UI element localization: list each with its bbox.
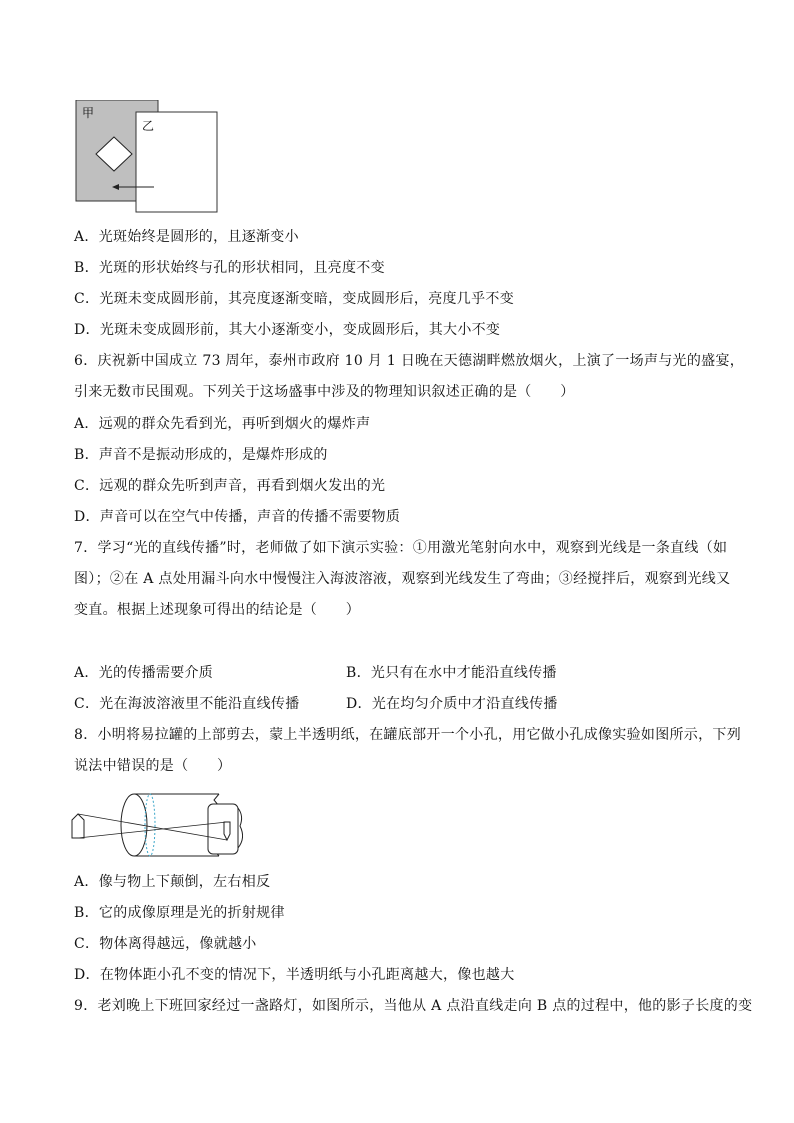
q6-stem-line-1: 6．庆祝新中国成立 73 周年，泰州市政府 10 月 1 日晚在天德湖畔燃放烟火，上演了一场声与光的盛宴， xyxy=(74,353,745,369)
q8-option-c: C．物体离得越远，像就越小 xyxy=(74,936,257,952)
ray-bottom xyxy=(78,822,227,838)
q7-stem-line-3: 变直。根据上述现象可得出的结论是（ ） xyxy=(74,602,360,618)
q7-option-a: A．光的传播需要介质 xyxy=(74,665,214,681)
q8-stem-line-2: 说法中错误的是（ ） xyxy=(74,758,232,774)
q5-option-d: D．光斑未变成圆形前，其大小逐渐变小，变成圆形后，其大小不变 xyxy=(74,322,501,338)
pinhole-can-drawing xyxy=(64,786,250,862)
q7-option-c: C．光在海波溶液里不能沿直线传播 xyxy=(74,696,300,712)
q8-stem-line-1: 8．小明将易拉罐的上部剪去，蒙上半透明纸，在罐底部开一个小孔，用它做小孔成像实验如图所示，下列 xyxy=(74,727,742,743)
q6-option-c: C．远观的群众先听到声音，再看到烟火发出的光 xyxy=(74,478,386,494)
q5-option-b: B．光斑的形状始终与孔的形状相同，且亮度不变 xyxy=(74,260,385,276)
label-jia: 甲 xyxy=(82,106,95,120)
label-yi: 乙 xyxy=(142,119,155,133)
q8-option-b: B．它的成像原理是光的折射规律 xyxy=(74,905,285,921)
q5-option-c: C．光斑未变成圆形前，其亮度逐渐变暗，变成圆形后，亮度几乎不变 xyxy=(74,291,515,307)
q7-stem-line-1: 7．学习“光的直线传播”时，老师做了如下演示实验：①用激光笔射向水中，观察到光线是一条直线（如 xyxy=(74,540,728,556)
q8-option-d: D．在物体距小孔不变的情况下，半透明纸与小孔距离越大，像也越大 xyxy=(74,967,515,983)
q7-option-b: B．光只有在水中才能沿直线传播 xyxy=(346,665,557,681)
q7-stem-line-2: 图）；②在 A 点处用漏斗向水中慢慢注入海波溶液，观察到光线发生了弯曲；③经搅拌后，观察到光线又 xyxy=(74,571,731,587)
q7-option-d: D．光在均匀介质中才沿直线传播 xyxy=(346,696,558,712)
q6-stem-line-2: 引来无数市民围观。下列关于这场盛事中涉及的物理知识叙述正确的是（ ） xyxy=(74,384,575,400)
q6-option-a: A．远观的群众先看到光，再听到烟火的爆炸声 xyxy=(74,416,371,432)
q5-option-a: A．光斑始终是圆形的，且逐渐变小 xyxy=(74,229,299,245)
candle-icon xyxy=(72,814,84,838)
screen-curl xyxy=(238,808,243,848)
q9-stem-line-1: 9．老刘晚上下班回家经过一盏路灯，如图所示，当他从 A 点沿直线走向 B 点的过程中，他的影子长度的变 xyxy=(74,998,753,1014)
figure-jia-yi xyxy=(74,100,220,216)
q8-option-a: A．像与物上下颠倒，左右相反 xyxy=(74,874,271,890)
translucent-screen xyxy=(208,804,238,854)
figure-jia-yi-drawing xyxy=(74,100,220,216)
figure-pinhole-can xyxy=(64,786,250,862)
q6-option-d: D．声音可以在空气中传播，声音的传播不需要物质 xyxy=(74,509,401,525)
ray-top xyxy=(78,814,227,840)
q6-option-b: B．声音不是振动形成的，是爆炸形成的 xyxy=(74,447,328,463)
